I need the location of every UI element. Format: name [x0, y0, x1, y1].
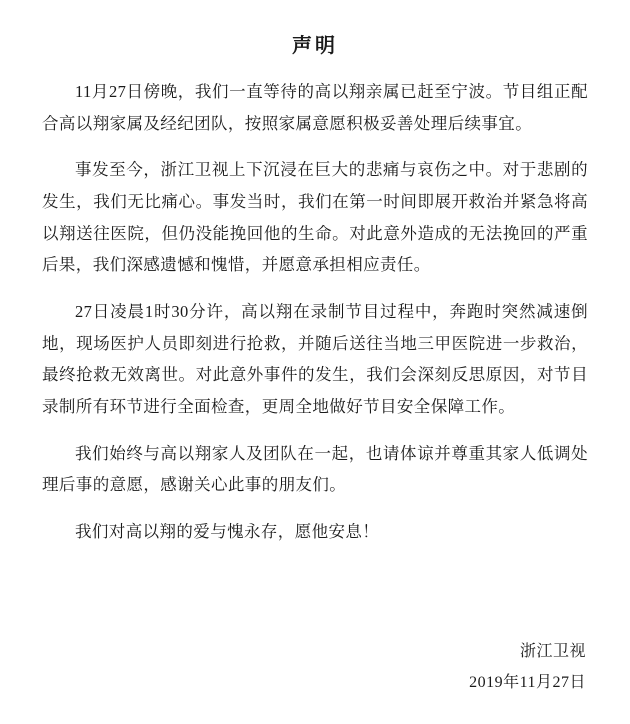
page-title: 声明	[292, 35, 338, 57]
paragraph-1: 11月27日傍晚，我们一直等待的高以翔亲属已赶至宁波。节目组正配合高以翔家属及经纪团队，按照家属意愿积极妥善处理后续事宜。	[42, 82, 588, 133]
signature-organization: 浙江卫视	[519, 642, 586, 660]
signature-date: 2019年11月27日	[469, 673, 586, 691]
paragraph-2: 事发至今，浙江卫视上下沉浸在巨大的悲痛与哀伤之中。对于悲剧的发生，我们无比痛心。事发当时，我们在第一时间即展开救治并紧急将高以翔送往医院，但仍没能挽回他的生命。对此意外造成的无法挽回的严重后果，我们深感遗憾和愧惜，并愿意承担相应责任。	[42, 160, 588, 275]
signature-block	[469, 636, 586, 698]
paragraph-4: 我们始终与高以翔家人及团队在一起，也请体谅并尊重其家人低调处理后事的意愿，感谢关心此事的朋友们。	[42, 443, 588, 495]
paragraph-5: 我们对高以翔的爱与愧永存，愿他安息！	[75, 522, 380, 542]
paragraph-3: 27日凌晨1时30分许，高以翔在录制节目过程中，奔跑时突然减速倒地，现场医护人员即刻进行抢救，并随后送往当地三甲医院进一步救治，最终抢救无效离世。对此意外事件的发生，我们会深刻反思原因，对节目录制所有环节进行全面检查，更周全地做好节目安全保障工作。	[42, 302, 588, 417]
